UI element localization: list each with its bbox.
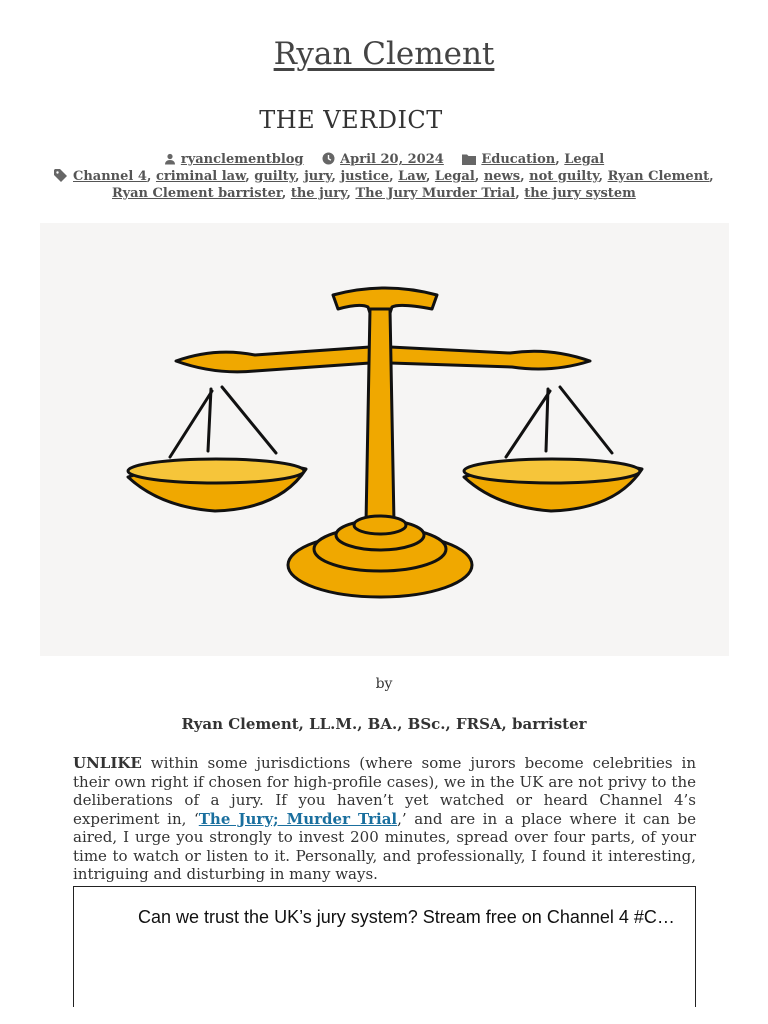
tag-link[interactable]: news xyxy=(483,169,521,184)
person-icon xyxy=(164,153,176,165)
tag-link[interactable]: criminal law xyxy=(155,169,246,184)
embed-title[interactable]: Can we trust the UK’s jury system? Stream free on Channel 4 #C… xyxy=(138,907,675,927)
category-link[interactable]: Education xyxy=(481,152,556,167)
post-title: THE VERDICT xyxy=(259,106,443,134)
scales-of-justice-icon xyxy=(40,223,729,656)
site-title[interactable]: Ryan Clement xyxy=(273,36,495,72)
post-date-link[interactable]: April 20, 2024 xyxy=(340,152,444,167)
date-meta xyxy=(322,152,448,167)
tag-link[interactable]: justice xyxy=(340,169,390,184)
tag-link[interactable]: Ryan Clement xyxy=(607,169,710,184)
post-tags: Channel 4, criminal law, guilty, jury, justice, Law, Legal, news, not guilty, Ryan Clement, Ryan Clement barrister, the jury, The Jury Murder Trial, the jury system xyxy=(54,169,714,202)
tag-link[interactable]: Legal xyxy=(434,169,475,184)
tag-link[interactable]: Ryan Clement barrister xyxy=(112,185,282,201)
byline-prefix: by xyxy=(375,676,393,692)
featured-image xyxy=(40,223,729,656)
video-embed[interactable] xyxy=(73,886,696,1007)
tag-link[interactable]: jury xyxy=(304,169,332,184)
tag-link[interactable]: not guilty xyxy=(529,169,599,184)
tag-link[interactable]: Channel 4 xyxy=(73,169,147,184)
tag-link[interactable]: The Jury Murder Trial xyxy=(355,185,516,201)
article-paragraph xyxy=(73,754,696,884)
clock-icon xyxy=(322,152,335,165)
tag-link[interactable]: the jury system xyxy=(524,185,636,201)
folder-icon xyxy=(462,153,476,165)
author-credentials: Ryan Clement, LL.M., BA., BSc., FRSA, barrister xyxy=(181,715,587,733)
tag-link[interactable]: the jury xyxy=(290,185,347,201)
tag-link[interactable]: guilty xyxy=(254,169,295,184)
post-meta xyxy=(0,152,768,167)
tag-link[interactable]: Law xyxy=(398,169,426,184)
category-link[interactable]: Legal xyxy=(564,152,605,167)
author-meta xyxy=(164,152,308,167)
paragraph-text: within some jurisdictions (where some jurors become celebrities in their own right if chosen for high-profile cases), we in the UK are not privy to the deliberations of a jury. If you haven’t yet watched or heard Channel 4’s experiment in, ‘ xyxy=(73,754,696,828)
paragraph-text: ,’ and are in a place where it can be aired, I urge you strongly to invest 200 minutes, spread over four parts, of your time to watch or listen to it. Personally, and professionally, I found it interesting, intriguing and disturbing in many ways. xyxy=(73,809,697,883)
author-link[interactable]: ryanclementblog xyxy=(180,152,304,167)
jury-murder-trial-link[interactable]: The Jury; Murder Trial xyxy=(198,809,398,828)
categories-meta: Education, Legal xyxy=(462,152,604,167)
tag-icon xyxy=(54,169,68,182)
lead-word: UNLIKE xyxy=(73,754,142,772)
